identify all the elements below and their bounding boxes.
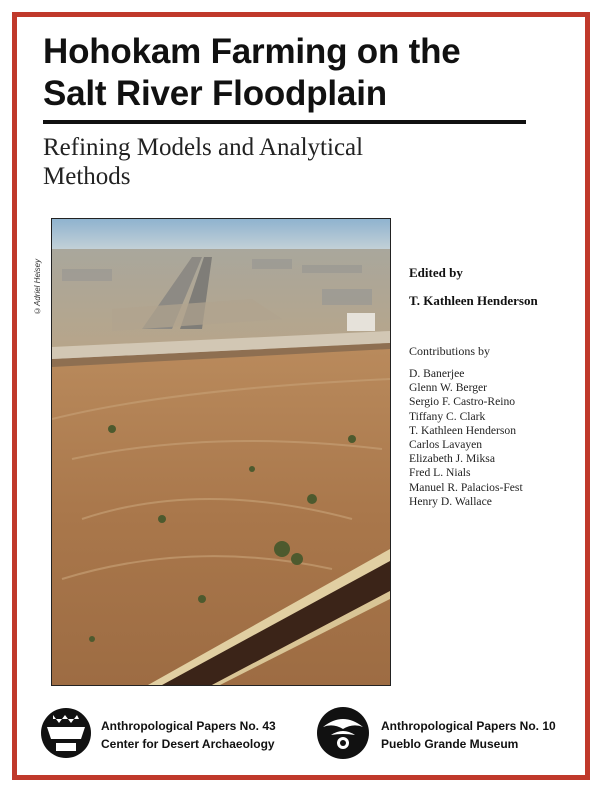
book-subtitle bbox=[43, 133, 503, 191]
title-line-2: Salt River Floodplain bbox=[43, 74, 387, 113]
contributor: Henry D. Wallace bbox=[409, 494, 492, 508]
contributor: T. Kathleen Henderson bbox=[409, 423, 516, 437]
subtitle-line-1: Refining Models and Analytical bbox=[43, 134, 364, 161]
contributor: Tiffany C. Clark bbox=[409, 409, 486, 423]
editor-name: T. Kathleen Henderson bbox=[409, 293, 538, 308]
pottery-vessel-icon bbox=[39, 705, 93, 766]
book-title bbox=[43, 31, 543, 115]
contributor: Elizabeth J. Miksa bbox=[409, 452, 495, 466]
contributor: Sergio F. Castro-Reino bbox=[409, 395, 516, 409]
subtitle-line-2: Methods bbox=[43, 163, 131, 190]
phoenix-bird-icon bbox=[315, 705, 371, 766]
contributions-label: Contributions by bbox=[409, 344, 491, 358]
title-line-1: Hohokam Farming on the bbox=[43, 32, 461, 71]
edited-by-label: Edited by bbox=[409, 265, 463, 280]
publisher-name: Pueblo Grande Museum bbox=[381, 737, 519, 751]
contributor: Manuel R. Palacios-Fest bbox=[409, 480, 523, 494]
contributor: Fred L. Nials bbox=[409, 466, 471, 480]
publisher-pueblo-grande-museum bbox=[315, 705, 569, 765]
publisher-center-for-desert-archaeology bbox=[39, 705, 299, 765]
aerial-photo bbox=[51, 218, 391, 686]
publisher-series: Anthropological Papers No. 10 bbox=[381, 719, 556, 733]
contributor: Carlos Lavayen bbox=[409, 438, 483, 452]
contributor-list bbox=[409, 367, 523, 509]
photo-credit: ©Adriel Heisey bbox=[33, 258, 42, 315]
publisher-name: Center for Desert Archaeology bbox=[101, 737, 275, 751]
contributor: D. Banerjee bbox=[409, 367, 465, 380]
publisher-series: Anthropological Papers No. 43 bbox=[101, 719, 276, 733]
publisher-footer bbox=[39, 705, 569, 765]
contributor: Glenn W. Berger bbox=[409, 381, 488, 395]
cover-frame bbox=[12, 12, 590, 780]
title-divider bbox=[43, 120, 526, 124]
